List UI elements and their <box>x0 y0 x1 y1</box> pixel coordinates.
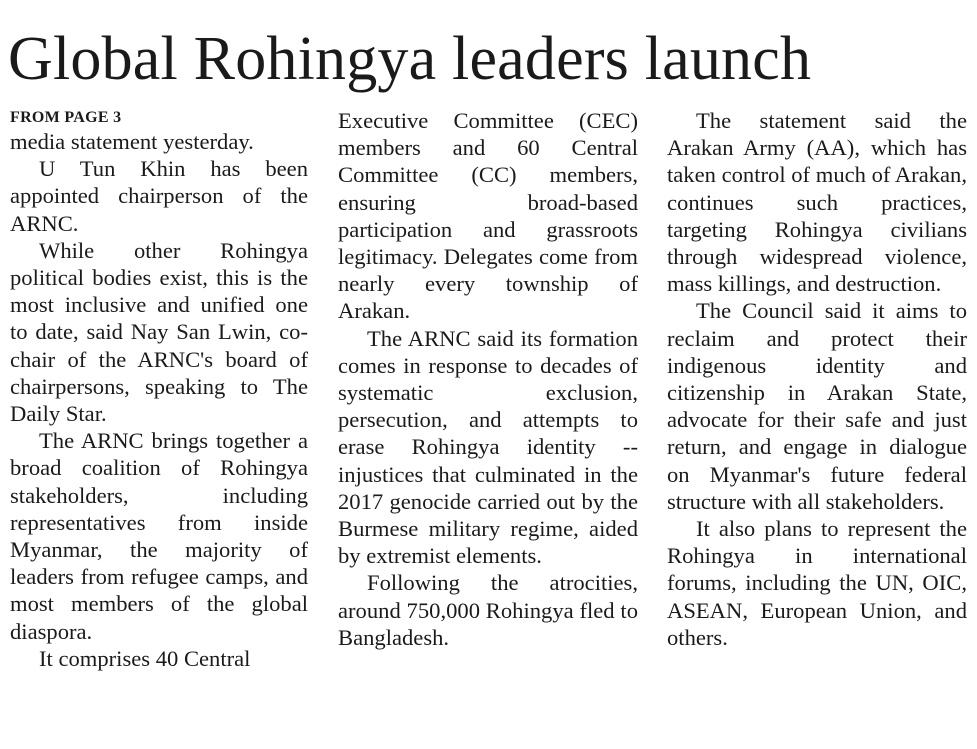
paragraph: It comprises 40 Central <box>39 645 251 671</box>
headline: Global Rohingya leaders launch <box>8 25 812 93</box>
article-column-1 <box>10 108 308 672</box>
paragraph: Following the atrocities, around 750,000 Rohingya fled to Bangladesh. <box>338 570 638 650</box>
jump-line: FROM PAGE 3 <box>10 109 122 126</box>
paragraph: The Council said it aims to reclaim and protect their indigenous identity and citizenship in Arakan State, advocate for their safe and just return, and engage in dialogue on Myanmar's future federal structure with all stakeholders. <box>667 298 967 514</box>
article-column-3 <box>667 107 967 651</box>
paragraph: It also plans to represent the Rohingya in international forums, including the UN, OIC, ASEAN, European Union, and others. <box>667 516 967 650</box>
article-column-2 <box>338 107 638 651</box>
paragraph: The ARNC said its formation comes in response to decades of systematic exclusion, persecution, and attempts to erase Rohingya identity -- injustices that culminated in the 2017 genocide carried out by the Burmese military regime, aided by extremist elements. <box>338 325 638 569</box>
paragraph: Executive Committee (CEC) members and 60 Central Committee (CC) members, ensuring broad-based participation and grassroots legitimacy. Delegates come from nearly every township of Arakan. <box>338 108 638 324</box>
paragraph: While other Rohingya political bodies exist, this is the most inclusive and unified one to date, said Nay San Lwin, co-chair of the ARNC's board of chairpersons, speaking to The Daily Star. <box>10 237 308 427</box>
paragraph: The ARNC brings together a broad coalition of Rohingya stakeholders, including representatives from inside Myanmar, the majority of leaders from refugee camps, and most members of the global diaspora. <box>10 428 308 644</box>
paragraph: The statement said the Arakan Army (AA), which has taken control of much of Arakan, continues such practices, targeting Rohingya civilians through widespread violence, mass killings, and destruction. <box>667 108 967 297</box>
paragraph: media statement yesterday. <box>10 129 254 154</box>
paragraph: U Tun Khin has been appointed chairperson of the ARNC. <box>10 156 308 236</box>
